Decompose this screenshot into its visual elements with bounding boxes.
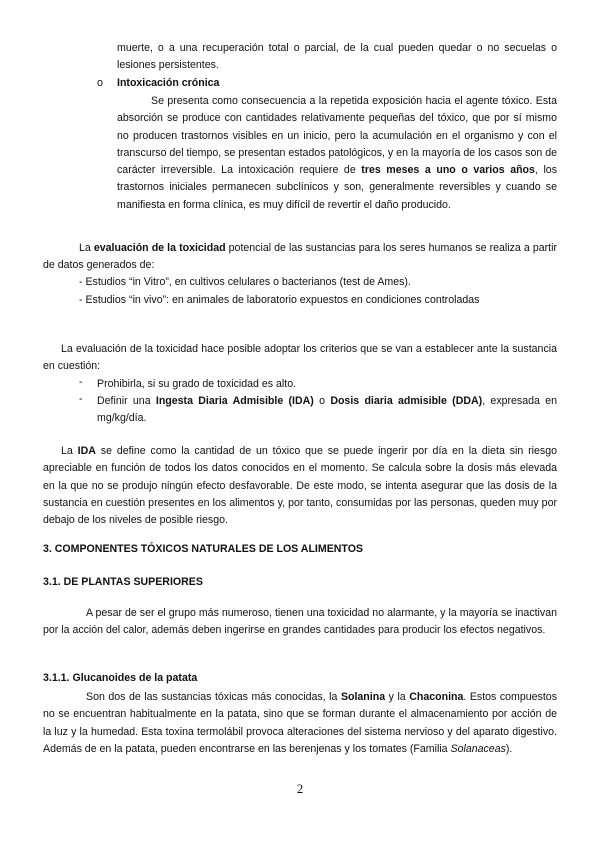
chronic-bullet: o [97,77,103,89]
evaluation-paragraph: La evaluación de la toxicidad potencial de las sustancias para los seres humanos se realiza a partir de datos generados de: [43,242,557,272]
ida-paragraph: La IDA se define como la cantidad de un tóxico que se puede ingerir por día en la dieta sin riesgo apreciable en función de todos los datos conocidos en el momento. Se calcula sobre la dosis más elevada en la que no se produjo ningún efecto desfavorable. De este modo, se intenta asegurar que las dosis de la sustancia en cuestión presentes en los alimentos y, por tanto, consumidas por las personas, queden muy por debajo de los niveles de posible riesgo. [43,445,557,527]
section-3-1-1-heading: 3.1.1. Glucanoides de la patata [43,672,198,684]
criteria-dash-2: - [79,393,83,405]
criteria-item-prohibit: Prohibirla, si su grado de toxicidad es alto. [97,378,297,390]
criteria-dash-1: - [79,376,83,388]
section-3-heading: 3. COMPONENTES TÓXICOS NATURALES DE LOS ALIMENTOS [43,543,363,555]
glucanoides-paragraph: Son dos de las sustancias tóxicas más conocidas, la Solanina y la Chaconina. Estos compuestos no se encuentran habitualmente en la patata, sino que se forman durante el almacenamiento por acción de la luz y la humedad. Esta toxina termolábil provoca alteraciones del sistema nervioso y del aparato digestivo. Además de en la patata, pueden encontrarse en las berenjenas y los tomates (Familia Solanaceas). [43,691,557,755]
section-3-1-heading: 3.1. DE PLANTAS SUPERIORES [43,576,203,588]
criteria-paragraph: La evaluación de la toxicidad hace posible adoptar los criterios que se van a establecer ante la sustancia en cuestión: [43,343,557,373]
plants-paragraph: A pesar de ser el grupo más numeroso, tienen una toxicidad no alarmante, y la mayoría se inactivan por la acción del calor, además deben ingerirse en grandes cantidades para producir los efectos negativos. [43,607,557,637]
evaluation-item-vitro: - Estudios “in Vitro”, en cultivos celulares o bacterianos (test de Ames). [79,276,411,288]
intro-tail-paragraph: muerte, o a una recuperación total o parcial, de la cual pueden quedar o no secuelas o lesiones persistentes. [117,42,557,72]
criteria-item-ida: Definir una Ingesta Diaria Admisible (IDA) o Dosis diaria admisible (DDA), expresada en mg/kg/día. [97,395,557,425]
page-number: 2 [296,781,304,796]
chronic-heading: Intoxicación crónica [117,77,220,89]
evaluation-item-vivo: - Estudios “in vivo”: en animales de laboratorio expuestos en condiciones controladas [79,294,480,306]
chronic-paragraph: Se presenta como consecuencia a la repetida exposición hacia el agente tóxico. Esta absorción se produce con cantidades relativamente pequeñas del tóxico, que por sí mismo no producen trastornos visibles en un inicio, pero la acumulación en el organismo y con el transcurso del tiempo, se presentan estados patológicos, y en la mayoría de los casos son de carácter irreversible. La intoxicación requiere de tres meses a uno o varios años, los trastornos iniciales permanecen subclínicos y son, generalmente reversibles y cuando se manifiesta en forma clínica, es muy difícil de revertir el daño producido. [117,95,557,211]
